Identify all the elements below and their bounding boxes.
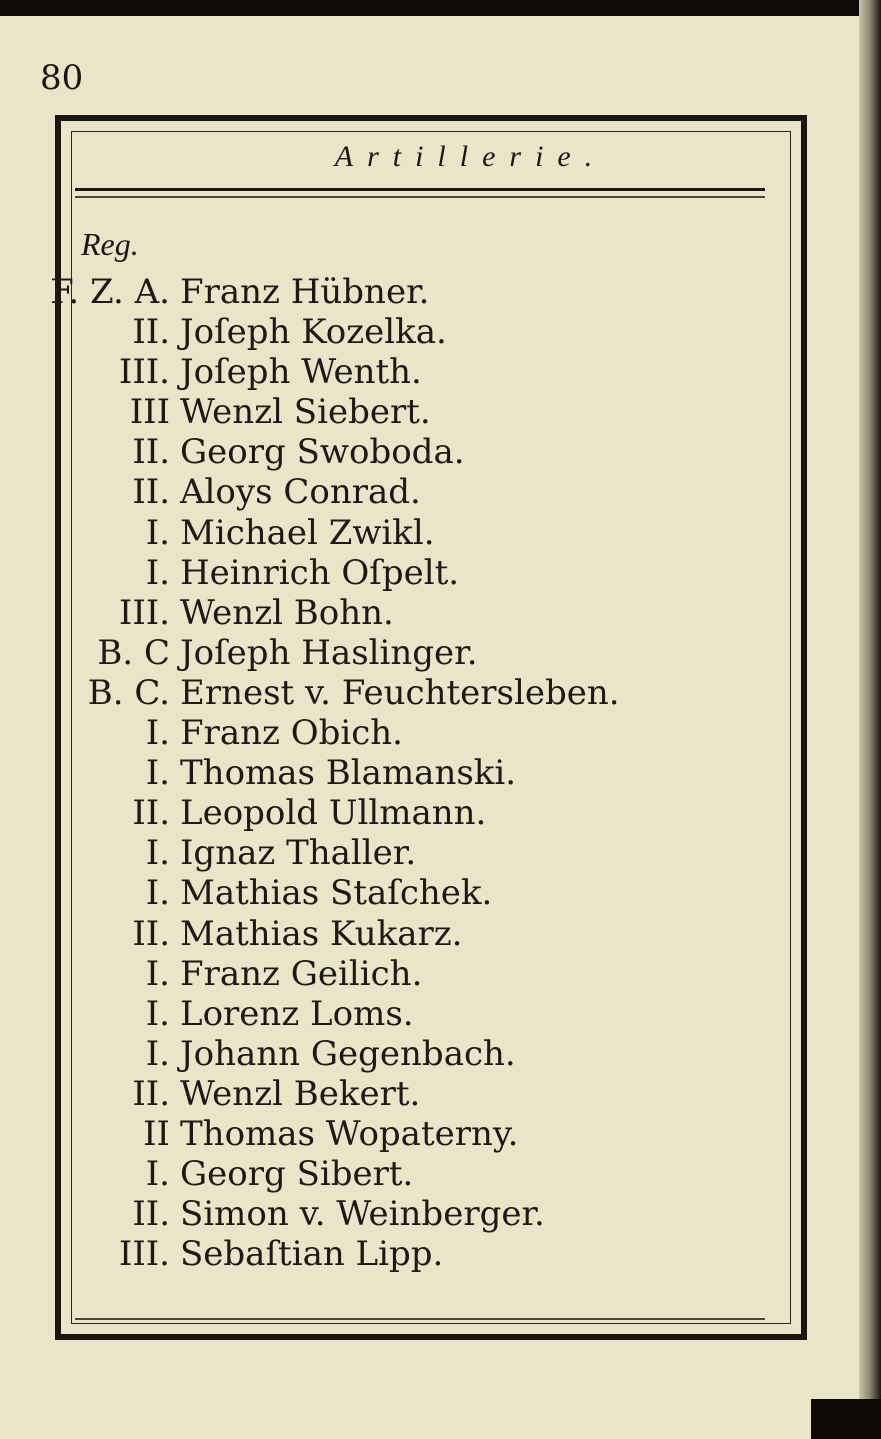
list-item xyxy=(0,793,800,833)
list-item xyxy=(0,1154,800,1194)
list-item xyxy=(0,873,800,913)
regiment-rank: B. C xyxy=(97,632,170,673)
officer-name: Johann Gegenbach. xyxy=(180,1033,516,1074)
list-item xyxy=(0,593,800,633)
regiment-rank: I. xyxy=(145,713,170,754)
regiment-rank: III xyxy=(129,392,170,433)
officer-name: Joſeph Haslinger. xyxy=(180,632,478,673)
regiment-rank: I. xyxy=(145,1154,170,1195)
officer-name: Ignaz Thaller. xyxy=(180,833,417,874)
officer-name: Thomas Blamanski. xyxy=(180,753,517,794)
list-item xyxy=(0,1194,800,1234)
officer-name: Simon v. Weinberger. xyxy=(180,1194,545,1235)
regiment-rank: I. xyxy=(145,512,170,553)
list-item xyxy=(0,392,800,432)
regiment-rank: F. Z. A. xyxy=(50,272,170,312)
section-title: Artillerie. xyxy=(334,140,607,173)
officer-name: Leopold Ullmann. xyxy=(180,793,487,834)
list-item xyxy=(0,994,800,1034)
list-item xyxy=(0,513,800,553)
officer-name: Franz Geilich. xyxy=(180,953,423,994)
list-item xyxy=(0,914,800,954)
page-number: 80 xyxy=(40,58,84,98)
regiment-rank: I. xyxy=(145,953,170,994)
officer-name: Georg Swoboda. xyxy=(180,432,465,473)
officer-name: Lorenz Loms. xyxy=(180,993,414,1034)
list-item xyxy=(0,1114,800,1154)
regiment-header: Reg. xyxy=(81,226,139,262)
officer-name: Joſeph Kozelka. xyxy=(180,312,447,353)
officer-name: Georg Sibert. xyxy=(180,1154,414,1195)
officer-name: Heinrich Oſpelt. xyxy=(180,552,460,593)
officer-name: Mathias Staſchek. xyxy=(180,873,493,914)
list-item xyxy=(0,553,800,593)
regiment-rank: III. xyxy=(118,1234,170,1275)
list-item xyxy=(0,954,800,994)
officer-name: Wenzl Bekert. xyxy=(180,1073,421,1114)
title-rule-thin xyxy=(75,196,765,198)
list-item xyxy=(0,633,800,673)
officer-name: Mathias Kukarz. xyxy=(180,913,463,954)
regiment-rank: I. xyxy=(145,833,170,874)
regiment-rank: I. xyxy=(145,1033,170,1074)
book-edge-right xyxy=(859,0,881,1439)
regiment-rank: II. xyxy=(132,432,170,473)
regiment-rank: III. xyxy=(118,352,170,393)
regiment-rank: II. xyxy=(132,793,170,834)
officer-name: Wenzl Bohn. xyxy=(180,592,394,633)
list-item xyxy=(0,1074,800,1114)
officer-name: Franz Obich. xyxy=(180,713,403,754)
officer-list xyxy=(0,272,800,1274)
officer-name: Ernest v. Feuchtersleben. xyxy=(180,672,620,713)
regiment-rank: III. xyxy=(118,592,170,633)
list-item xyxy=(0,272,800,312)
officer-name: Sebaſtian Lipp. xyxy=(180,1234,444,1275)
officer-name: Michael Zwikl. xyxy=(180,512,435,553)
regiment-rank: II xyxy=(143,1113,170,1154)
list-item xyxy=(0,833,800,873)
regiment-rank: I. xyxy=(145,552,170,593)
officer-name: Thomas Wopaterny. xyxy=(180,1113,519,1154)
scan-edge-corner xyxy=(811,1399,881,1439)
officer-name: Joſeph Wenth. xyxy=(180,352,422,393)
list-item xyxy=(0,753,800,793)
officer-name: Wenzl Siebert. xyxy=(180,392,431,433)
regiment-rank: II. xyxy=(132,1194,170,1235)
list-item xyxy=(0,312,800,352)
list-item xyxy=(0,713,800,753)
list-item xyxy=(0,1234,800,1274)
regiment-rank: I. xyxy=(145,753,170,794)
list-item xyxy=(0,673,800,713)
list-item xyxy=(0,432,800,472)
officer-name: Aloys Conrad. xyxy=(180,472,421,513)
title-rule xyxy=(75,188,765,191)
scan-edge-top xyxy=(0,0,881,16)
regiment-rank: B. C. xyxy=(87,672,170,713)
regiment-rank: I. xyxy=(145,873,170,914)
regiment-rank: II. xyxy=(132,913,170,954)
list-item xyxy=(0,352,800,392)
officer-name: Franz Hübner. xyxy=(180,272,430,312)
regiment-rank: II. xyxy=(132,472,170,513)
bottom-rule xyxy=(75,1318,765,1320)
regiment-rank: II. xyxy=(132,1073,170,1114)
list-item xyxy=(0,1034,800,1074)
regiment-rank: II. xyxy=(132,312,170,353)
regiment-rank: I. xyxy=(145,993,170,1034)
list-item xyxy=(0,472,800,512)
